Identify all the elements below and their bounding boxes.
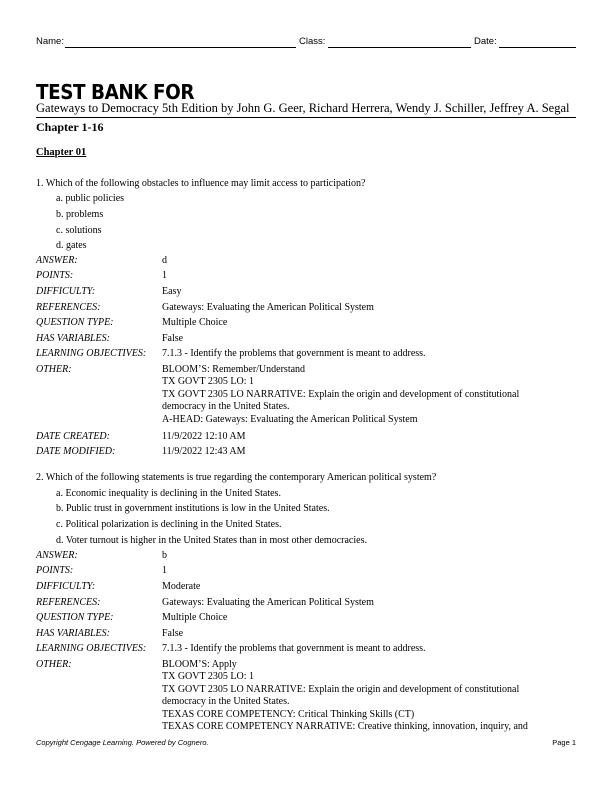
- references-value: Gateways: Evaluating the American Political System: [162, 597, 374, 608]
- question-type-value: Multiple Choice: [162, 612, 228, 623]
- question-type-label: QUESTION TYPE:: [36, 317, 114, 328]
- points-label: POINTS:: [36, 565, 74, 576]
- difficulty-label: DIFFICULTY:: [36, 581, 96, 592]
- learning-objectives-label: LEARNING OBJECTIVES:: [36, 643, 147, 654]
- other-label: OTHER:: [36, 364, 72, 375]
- class-label: Class:: [299, 36, 326, 47]
- name-blank: [65, 47, 296, 48]
- difficulty-label: DIFFICULTY:: [36, 286, 96, 297]
- footer-copyright: Copyright Cengage Learning. Powered by Cognero.: [36, 738, 209, 747]
- date-created-label: DATE CREATED:: [36, 431, 110, 442]
- other-line: A-HEAD: Gateways: Evaluating the American Political System: [162, 413, 418, 425]
- chapter-heading: Chapter 01: [36, 147, 87, 158]
- document-title: TEST BANK FOR: [36, 80, 195, 104]
- has-variables-value: False: [162, 333, 184, 344]
- difficulty-value: Easy: [162, 286, 182, 297]
- references-label: REFERENCES:: [36, 302, 101, 313]
- points-value: 1: [162, 565, 167, 576]
- footer-page-number: Page 1: [552, 738, 576, 747]
- date-modified-label: DATE MODIFIED:: [36, 446, 116, 457]
- document-subtitle: Gateways to Democracy 5th Edition by John G. Geer, Richard Herrera, Wendy J. Schiller, Jeffrey A. Segal: [36, 101, 570, 115]
- references-label: REFERENCES:: [36, 597, 101, 608]
- difficulty-value: Moderate: [162, 581, 201, 592]
- references-value: Gateways: Evaluating the American Political System: [162, 302, 374, 313]
- learning-objectives-value: 7.1.3 - Identify the problems that government is meant to address.: [162, 348, 426, 359]
- title-divider: [36, 117, 576, 118]
- class-blank: [328, 47, 471, 48]
- date-modified-value: 11/9/2022 12:43 AM: [162, 446, 246, 457]
- learning-objectives-label: LEARNING OBJECTIVES:: [36, 348, 147, 359]
- answer-label: ANSWER:: [36, 550, 78, 561]
- question-text: 1. Which of the following obstacles to influence may limit access to participation?: [36, 178, 366, 189]
- other-value: [162, 364, 567, 426]
- has-variables-label: HAS VARIABLES:: [36, 628, 110, 639]
- has-variables-value: False: [162, 628, 184, 639]
- answer-value: b: [162, 550, 167, 561]
- question-type-label: QUESTION TYPE:: [36, 612, 114, 623]
- other-line: BLOOM’S: Remember/Understand: [162, 364, 306, 375]
- name-label: Name:: [36, 36, 64, 47]
- date-created-value: 11/9/2022 12:10 AM: [162, 431, 246, 442]
- other-line: TEXAS CORE COMPETENCY NARRATIVE: Creative thinking, innovation, inquiry, and: [162, 721, 528, 733]
- points-label: POINTS:: [36, 270, 74, 281]
- choice-b: b. problems: [56, 209, 104, 220]
- choice-d: d. gates: [56, 240, 87, 251]
- other-label: OTHER:: [36, 659, 72, 670]
- choice-c: c. Political polarization is declining in the United States.: [56, 519, 282, 530]
- has-variables-label: HAS VARIABLES:: [36, 333, 110, 344]
- choice-b: b. Public trust in government institutions is low in the United States.: [56, 503, 330, 514]
- other-line: BLOOM’S: Apply: [162, 659, 237, 670]
- other-line: TX GOVT 2305 LO NARRATIVE: Explain the origin and development of constitutional: [162, 683, 520, 695]
- choice-a: a. public policies: [56, 193, 125, 204]
- header-fields: [36, 36, 576, 50]
- question-type-value: Multiple Choice: [162, 317, 228, 328]
- choice-a: a. Economic inequality is declining in the United States.: [56, 488, 281, 499]
- other-line: TX GOVT 2305 LO: 1: [162, 376, 255, 388]
- choice-c: c. solutions: [56, 225, 102, 236]
- other-line: democracy in the United States.: [162, 696, 290, 708]
- points-value: 1: [162, 270, 167, 281]
- other-line: TEXAS CORE COMPETENCY: Critical Thinking Skills (CT): [162, 708, 415, 720]
- date-blank: [499, 47, 576, 48]
- choice-d: d. Voter turnout is higher in the United States than in most other democracies.: [56, 535, 367, 546]
- date-label: Date:: [474, 36, 497, 47]
- other-line: TX GOVT 2305 LO: 1: [162, 671, 255, 683]
- learning-objectives-value: 7.1.3 - Identify the problems that government is meant to address.: [162, 643, 426, 654]
- answer-label: ANSWER:: [36, 255, 78, 266]
- other-line: democracy in the United States.: [162, 401, 290, 413]
- chapter-range: Chapter 1-16: [36, 120, 104, 134]
- question-text: 2. Which of the following statements is true regarding the contemporary American political system?: [36, 472, 437, 483]
- answer-value: d: [162, 255, 167, 266]
- other-value: [162, 659, 567, 733]
- other-line: TX GOVT 2305 LO NARRATIVE: Explain the origin and development of constitutional: [162, 388, 520, 400]
